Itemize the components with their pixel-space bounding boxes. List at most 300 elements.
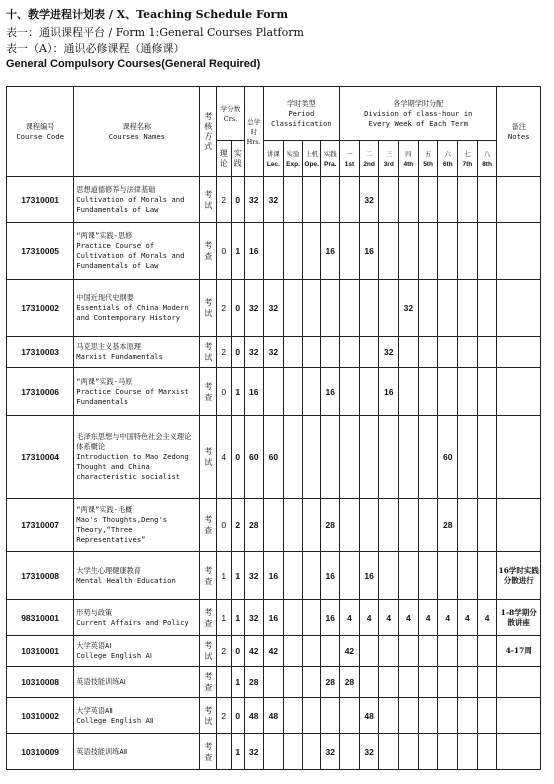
- credit-practice: 0: [231, 280, 244, 337]
- term-5-hours: [418, 667, 438, 698]
- period-exp: [284, 368, 303, 416]
- term-1-hours: 28: [340, 667, 360, 698]
- period-exp: [284, 600, 303, 636]
- total-hours: 42: [244, 636, 263, 667]
- exam-type: 考查: [200, 552, 217, 600]
- header-credit-theory: 理论: [217, 141, 231, 177]
- term-8-hours: 4: [477, 600, 497, 636]
- course-name: [74, 600, 200, 636]
- course-note: [497, 223, 541, 280]
- credit-practice: 1: [231, 368, 244, 416]
- term-7-hours: [458, 552, 478, 600]
- term-8-hours: [477, 223, 497, 280]
- term-6-hours: 4: [438, 600, 458, 636]
- term-2-hours: [359, 636, 379, 667]
- credit-practice: 1: [231, 667, 244, 698]
- credit-practice: 0: [231, 416, 244, 499]
- term-4-hours: [399, 734, 419, 770]
- course-name-cn: 英语技能训练AⅠ: [76, 677, 126, 686]
- course-name: [74, 499, 200, 552]
- course-name-cn: 毛泽东思想与中国特色社会主义理论体系概论: [76, 432, 192, 451]
- course-code: 17310002: [7, 280, 74, 337]
- table-subtitle-cn: 表一（A）：通识必修课程（通修课）: [6, 42, 185, 55]
- course-name-cn: 大学英语AⅡ: [76, 705, 113, 715]
- header-exam-type: 考核方式: [200, 87, 217, 177]
- total-hours: 32: [244, 280, 263, 337]
- term-3-hours: [379, 416, 399, 499]
- term-6-hours: [438, 337, 458, 368]
- course-code: 17310004: [7, 416, 74, 499]
- term-6-hours: [438, 368, 458, 416]
- course-note: [497, 734, 541, 770]
- term-4-hours: [399, 368, 419, 416]
- course-name-cn: 大学英语AⅠ: [76, 641, 112, 650]
- exam-type: 考试: [200, 337, 217, 368]
- term-2-hours: 4: [359, 600, 379, 636]
- term-4-hours: [399, 636, 419, 667]
- document-section-title: 十、教学进程计划表 / Ⅹ、Teaching Schedule Form: [6, 8, 288, 21]
- term-7-hours: [458, 499, 478, 552]
- term-1-hours: [340, 337, 360, 368]
- credit-theory: 2: [217, 177, 231, 223]
- term-7-hours: [458, 667, 478, 698]
- term-7-hours: [458, 698, 478, 734]
- term-5-hours: [418, 416, 438, 499]
- course-name-en: Marxist Fundamentals: [76, 352, 163, 361]
- exam-type: 考查: [200, 667, 217, 698]
- table-row: [7, 667, 541, 698]
- term-4-hours: [399, 499, 419, 552]
- term-3-hours: [379, 734, 399, 770]
- period-ope: [302, 223, 321, 280]
- period-exp: [284, 280, 303, 337]
- term-2-hours: [359, 499, 379, 552]
- term-5-hours: [418, 280, 438, 337]
- term-5-hours: [418, 636, 438, 667]
- term-3-hours: [379, 667, 399, 698]
- term-4-hours: 4: [399, 600, 419, 636]
- exam-type: 考查: [200, 368, 217, 416]
- term-2-hours: 16: [359, 223, 379, 280]
- teaching-schedule-table: [6, 86, 541, 770]
- table-row: [7, 223, 541, 280]
- term-6-hours: [438, 552, 458, 600]
- exam-type: 考查: [200, 499, 217, 552]
- term-7-hours: [458, 368, 478, 416]
- term-1-hours: [340, 416, 360, 499]
- period-pra: 28: [321, 667, 340, 698]
- term-3-hours: [379, 223, 399, 280]
- term-6-hours: [438, 667, 458, 698]
- course-code: 98310001: [7, 600, 74, 636]
- period-pra: [321, 280, 340, 337]
- term-8-hours: [477, 698, 497, 734]
- course-note: [497, 698, 541, 734]
- course-name: [74, 734, 200, 770]
- period-exp: [284, 416, 303, 499]
- term-4-hours: [399, 416, 419, 499]
- credit-practice: 1: [231, 223, 244, 280]
- total-hours: 48: [244, 698, 263, 734]
- course-code: 17310007: [7, 499, 74, 552]
- period-lec: 48: [263, 698, 284, 734]
- course-name: [74, 667, 200, 698]
- term-1-hours: 42: [340, 636, 360, 667]
- table-row: [7, 177, 541, 223]
- term-5-hours: [418, 368, 438, 416]
- header-course-code: 课程编号 Course Code: [7, 87, 74, 177]
- credit-theory: 2: [217, 698, 231, 734]
- period-ope: [302, 552, 321, 600]
- credit-theory: [217, 734, 231, 770]
- credit-theory: 2: [217, 280, 231, 337]
- course-note: 16学时实践分散进行: [497, 552, 541, 600]
- course-name-cn: 思想道德修养与法律基础: [76, 184, 156, 194]
- period-exp: [284, 337, 303, 368]
- period-pra: [321, 416, 340, 499]
- term-6-hours: [438, 177, 458, 223]
- credit-theory: 4: [217, 416, 231, 499]
- header-row-top: [7, 87, 541, 141]
- term-2-hours: [359, 667, 379, 698]
- term-1-hours: [340, 177, 360, 223]
- term-3-hours: [379, 698, 399, 734]
- period-ope: [302, 499, 321, 552]
- period-exp: [284, 499, 303, 552]
- credit-practice: 0: [231, 698, 244, 734]
- header-credit-practice: 实践: [231, 141, 244, 177]
- period-lec: [263, 368, 284, 416]
- course-note: [497, 177, 541, 223]
- term-8-hours: [477, 280, 497, 337]
- credit-theory: 1: [217, 552, 231, 600]
- header-term-8: 八 8th: [477, 141, 497, 177]
- header-term-6: 六 6th: [438, 141, 458, 177]
- course-name-en: Mental Health Education: [76, 575, 176, 585]
- period-pra: 28: [321, 499, 340, 552]
- term-8-hours: [477, 337, 497, 368]
- exam-type: 考试: [200, 177, 217, 223]
- course-note: [497, 667, 541, 698]
- course-name-en: College English AⅡ: [76, 715, 154, 725]
- term-3-hours: 16: [379, 368, 399, 416]
- term-1-hours: [340, 734, 360, 770]
- period-lec: [263, 734, 284, 770]
- credit-theory: 0: [217, 499, 231, 552]
- credit-theory: 0: [217, 368, 231, 416]
- period-ope: [302, 600, 321, 636]
- term-8-hours: [477, 499, 497, 552]
- term-1-hours: [340, 223, 360, 280]
- exam-type: 考试: [200, 416, 217, 499]
- total-hours: 28: [244, 667, 263, 698]
- credit-practice: 0: [231, 636, 244, 667]
- exam-type: 考试: [200, 698, 217, 734]
- term-5-hours: [418, 337, 438, 368]
- term-3-hours: [379, 552, 399, 600]
- course-name: [74, 636, 200, 667]
- period-ope: [302, 280, 321, 337]
- course-note: [497, 337, 541, 368]
- term-7-hours: [458, 177, 478, 223]
- term-3-hours: [379, 280, 399, 337]
- total-hours: 32: [244, 177, 263, 223]
- period-ope: [302, 177, 321, 223]
- course-note: [497, 499, 541, 552]
- term-1-hours: [340, 552, 360, 600]
- term-7-hours: [458, 416, 478, 499]
- exam-type: 考查: [200, 600, 217, 636]
- header-period-pra: 实践 Pra.: [321, 141, 340, 177]
- header-total-hours: 总学时 Hrs.: [244, 87, 263, 177]
- table-row: [7, 600, 541, 636]
- course-name: [74, 223, 200, 280]
- period-ope: [302, 416, 321, 499]
- credit-theory: 2: [217, 636, 231, 667]
- course-code: 17310005: [7, 223, 74, 280]
- course-name-en: Essentials of China Modern and Contemporary History: [76, 303, 189, 322]
- total-hours: 32: [244, 337, 263, 368]
- period-pra: [321, 636, 340, 667]
- course-name-cn: “两课”实践-马原: [76, 376, 133, 386]
- total-hours: 32: [244, 600, 263, 636]
- term-4-hours: 32: [399, 280, 419, 337]
- period-ope: [302, 698, 321, 734]
- term-4-hours: [399, 698, 419, 734]
- course-name-cn: 英语技能训练AⅡ: [76, 746, 128, 756]
- header-term-7: 七 7th: [458, 141, 478, 177]
- term-4-hours: [399, 552, 419, 600]
- header-period-ope: 上机 Ope.: [302, 141, 321, 177]
- credit-practice: 2: [231, 499, 244, 552]
- course-name: [74, 698, 200, 734]
- term-1-hours: 4: [340, 600, 360, 636]
- course-code: 10310008: [7, 667, 74, 698]
- table-row: [7, 552, 541, 600]
- table-row: [7, 698, 541, 734]
- term-5-hours: [418, 698, 438, 734]
- period-ope: [302, 368, 321, 416]
- term-3-hours: [379, 499, 399, 552]
- term-8-hours: [477, 636, 497, 667]
- period-lec: [263, 667, 284, 698]
- period-exp: [284, 667, 303, 698]
- term-8-hours: [477, 734, 497, 770]
- term-4-hours: [399, 223, 419, 280]
- course-name-en: Current Affairs and Policy: [76, 617, 189, 627]
- table-row: [7, 636, 541, 667]
- period-exp: [284, 177, 303, 223]
- course-name-cn: “两课”实践-思修: [76, 231, 133, 240]
- term-4-hours: [399, 667, 419, 698]
- period-ope: [302, 734, 321, 770]
- term-8-hours: [477, 552, 497, 600]
- credit-theory: 2: [217, 337, 231, 368]
- course-name: [74, 337, 200, 368]
- term-5-hours: [418, 177, 438, 223]
- course-name: [74, 177, 200, 223]
- period-exp: [284, 698, 303, 734]
- form-title: 表一：通识课程平台 / Form 1:General Courses Platform: [6, 26, 304, 39]
- term-5-hours: [418, 552, 438, 600]
- period-pra: 16: [321, 223, 340, 280]
- term-8-hours: [477, 416, 497, 499]
- period-lec: 32: [263, 177, 284, 223]
- course-name: [74, 416, 200, 499]
- period-exp: [284, 734, 303, 770]
- period-exp: [284, 223, 303, 280]
- period-pra: 16: [321, 368, 340, 416]
- period-pra: [321, 337, 340, 368]
- table-row: [7, 337, 541, 368]
- term-5-hours: [418, 734, 438, 770]
- term-6-hours: [438, 280, 458, 337]
- course-code: 10310009: [7, 734, 74, 770]
- period-lec: [263, 223, 284, 280]
- credit-practice: 1: [231, 600, 244, 636]
- term-2-hours: [359, 416, 379, 499]
- course-note: [497, 416, 541, 499]
- course-note: 1-8学期分散讲座: [497, 600, 541, 636]
- credit-theory: 1: [217, 600, 231, 636]
- header-course-name: 课程名称 Courses Names: [74, 87, 200, 177]
- header-term-5: 五 5th: [418, 141, 438, 177]
- course-name: [74, 280, 200, 337]
- period-lec: 60: [263, 416, 284, 499]
- header-period-lec: 讲课 Lec.: [263, 141, 284, 177]
- total-hours: 32: [244, 552, 263, 600]
- header-term-division: 各学期学时分配 Division of class-hour in Every Week of Each Term: [340, 87, 497, 141]
- exam-type: 考试: [200, 280, 217, 337]
- course-name-en: Practice Course of Marxist Fundamentals: [76, 386, 189, 406]
- period-lec: 16: [263, 552, 284, 600]
- total-hours: 60: [244, 416, 263, 499]
- header-credits: 学分数 Crs.: [217, 87, 245, 141]
- header-term-4: 四 4th: [399, 141, 419, 177]
- term-5-hours: [418, 499, 438, 552]
- term-3-hours: [379, 636, 399, 667]
- course-name-en: Mao's Thoughts,Deng's Theory,“Three Representatives”: [76, 515, 168, 544]
- term-8-hours: [477, 177, 497, 223]
- term-6-hours: 60: [438, 416, 458, 499]
- exam-type: 考查: [200, 223, 217, 280]
- term-6-hours: 28: [438, 499, 458, 552]
- period-lec: 42: [263, 636, 284, 667]
- term-1-hours: [340, 698, 360, 734]
- period-pra: 16: [321, 552, 340, 600]
- credit-theory: [217, 667, 231, 698]
- period-pra: 32: [321, 734, 340, 770]
- term-6-hours: [438, 223, 458, 280]
- term-7-hours: [458, 734, 478, 770]
- credit-practice: 1: [231, 552, 244, 600]
- term-8-hours: [477, 667, 497, 698]
- term-1-hours: [340, 280, 360, 337]
- header-term-2: 二 2nd: [359, 141, 379, 177]
- course-name-cn: “两课”实践-毛概: [76, 505, 133, 514]
- period-lec: 32: [263, 337, 284, 368]
- term-7-hours: [458, 223, 478, 280]
- period-ope: [302, 636, 321, 667]
- credit-practice: 1: [231, 734, 244, 770]
- period-exp: [284, 636, 303, 667]
- term-2-hours: 16: [359, 552, 379, 600]
- course-name-cn: 形势与政策: [76, 607, 113, 617]
- course-name-en: College English AⅠ: [76, 651, 152, 660]
- course-name: [74, 552, 200, 600]
- exam-type: 考试: [200, 636, 217, 667]
- exam-type: 考查: [200, 734, 217, 770]
- course-name-cn: 马克思主义基本原理: [76, 342, 141, 351]
- term-1-hours: [340, 368, 360, 416]
- table-row: [7, 280, 541, 337]
- credit-practice: 0: [231, 337, 244, 368]
- term-4-hours: [399, 177, 419, 223]
- credit-theory: 0: [217, 223, 231, 280]
- term-6-hours: [438, 698, 458, 734]
- period-ope: [302, 337, 321, 368]
- header-term-1: 一 1st: [340, 141, 360, 177]
- total-hours: 16: [244, 223, 263, 280]
- term-3-hours: [379, 177, 399, 223]
- term-2-hours: 32: [359, 734, 379, 770]
- period-lec: 16: [263, 600, 284, 636]
- header-term-3: 三 3rd: [379, 141, 399, 177]
- credit-practice: 0: [231, 177, 244, 223]
- term-7-hours: [458, 337, 478, 368]
- term-1-hours: [340, 499, 360, 552]
- table-row: [7, 734, 541, 770]
- term-3-hours: 32: [379, 337, 399, 368]
- term-4-hours: [399, 337, 419, 368]
- period-exp: [284, 552, 303, 600]
- course-code: 10310002: [7, 698, 74, 734]
- course-name-cn: 中国近现代史纲要: [76, 293, 134, 302]
- period-lec: 32: [263, 280, 284, 337]
- total-hours: 16: [244, 368, 263, 416]
- period-pra: [321, 177, 340, 223]
- term-5-hours: [418, 223, 438, 280]
- term-2-hours: 32: [359, 177, 379, 223]
- term-2-hours: [359, 337, 379, 368]
- course-code: 17310003: [7, 337, 74, 368]
- period-lec: [263, 499, 284, 552]
- term-3-hours: 4: [379, 600, 399, 636]
- course-name-en: Practice Course of Cultivation of Morals and Fundamentals of Law: [76, 241, 185, 270]
- course-note: 4-17周: [497, 636, 541, 667]
- term-5-hours: 4: [418, 600, 438, 636]
- period-pra: 16: [321, 600, 340, 636]
- term-6-hours: [438, 636, 458, 667]
- course-name-en: Introduction to Mao Zedong Thought and China characteristic socialist: [76, 452, 189, 481]
- table-row: [7, 499, 541, 552]
- term-7-hours: 4: [458, 600, 478, 636]
- period-ope: [302, 667, 321, 698]
- course-note: [497, 280, 541, 337]
- course-code: 17310006: [7, 368, 74, 416]
- term-2-hours: [359, 368, 379, 416]
- table-row: [7, 416, 541, 499]
- table-subtitle-en: General Compulsory Courses(General Required): [6, 58, 261, 70]
- header-period-classification: 学时类型 Period Classification: [263, 87, 340, 141]
- course-name: [74, 368, 200, 416]
- course-name-en: Cultivation of Morals and Fundamentals of Law: [76, 194, 185, 214]
- term-2-hours: 48: [359, 698, 379, 734]
- header-notes: 备注 Notes: [497, 87, 541, 177]
- course-code: 17310008: [7, 552, 74, 600]
- course-note: [497, 368, 541, 416]
- header-period-exp: 实验 Exp.: [284, 141, 303, 177]
